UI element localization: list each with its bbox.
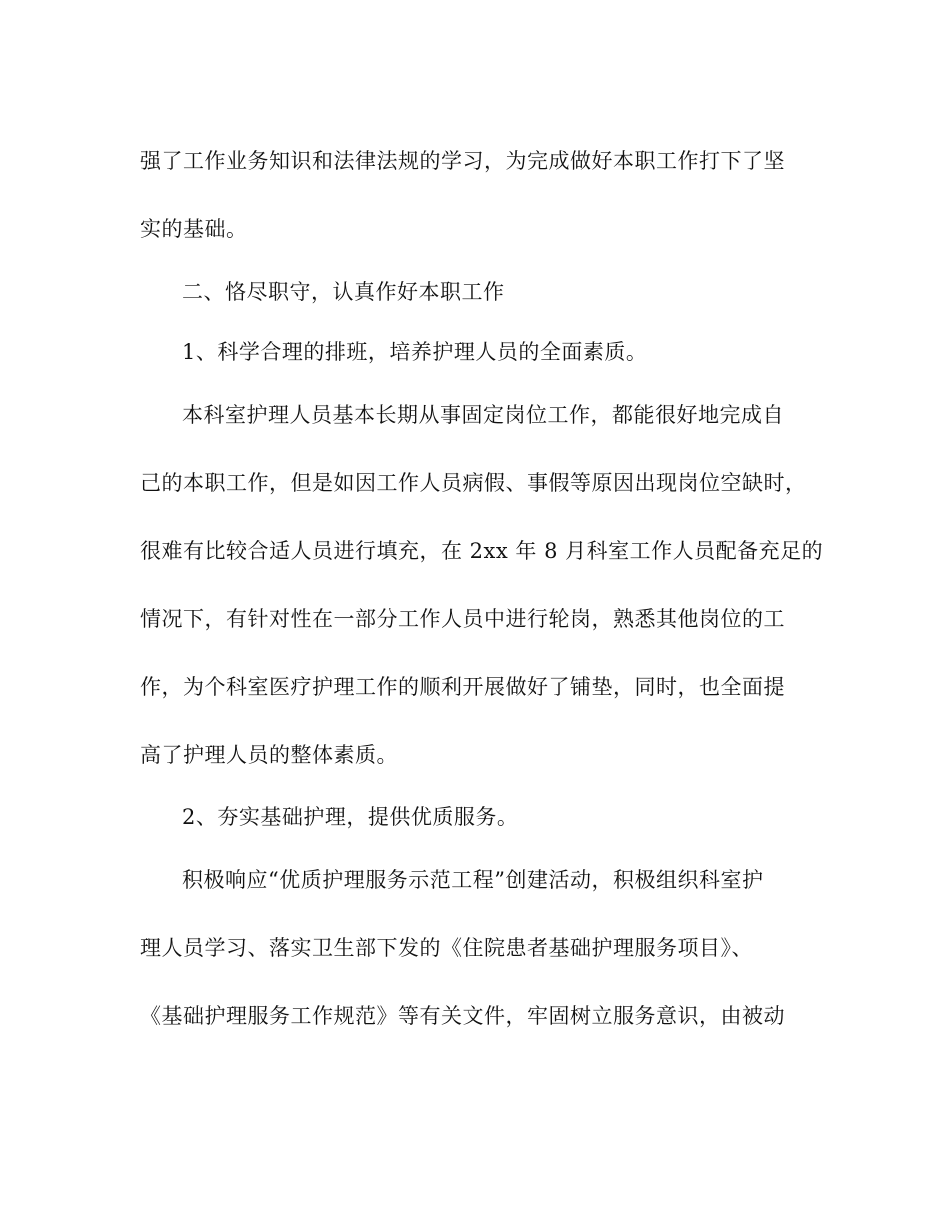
text-line-6: 己的本职工作，但是如因工作人员病假、事假等原因出现岗位空缺时， (140, 471, 807, 495)
text-line-10: 高了护理人员的整体素质。 (140, 743, 398, 767)
subsection-heading-1: 1、科学合理的排班，培养护理人员的全面素质。 (182, 340, 648, 364)
text-line-9: 作，为个科室医疗护理工作的顺利开展做好了铺垫，同时，也全面提 (140, 675, 785, 699)
text-line-12: 积极响应“优质护理服务示范工程”创建活动，积极组织科室护 (182, 868, 764, 892)
text-line-2: 实的基础。 (140, 217, 248, 241)
section-heading: 二、恪尽职守，认真作好本职工作 (182, 280, 505, 304)
text-line-14: 《基础护理服务工作规范》等有关文件，牢固树立服务意识，由被动 (140, 1004, 785, 1028)
text-line-1: 强了工作业务知识和法律法规的学习，为完成做好本职工作打下了坚 (140, 149, 785, 173)
text-line-13: 理人员学习、落实卫生部下发的《住院患者基础护理服务项目》、 (140, 936, 753, 960)
text-line-7: 很难有比较合适人员进行填充，在 2xx 年 8 月科室工作人员配备充足的 (140, 539, 824, 563)
text-line-8: 情况下，有针对性在一部分工作人员中进行轮岗，熟悉其他岗位的工 (140, 607, 785, 631)
subsection-heading-2: 2、夯实基础护理，提供优质服务。 (182, 805, 519, 829)
text-line-5: 本科室护理人员基本长期从事固定岗位工作，都能很好地完成自 (182, 403, 784, 427)
